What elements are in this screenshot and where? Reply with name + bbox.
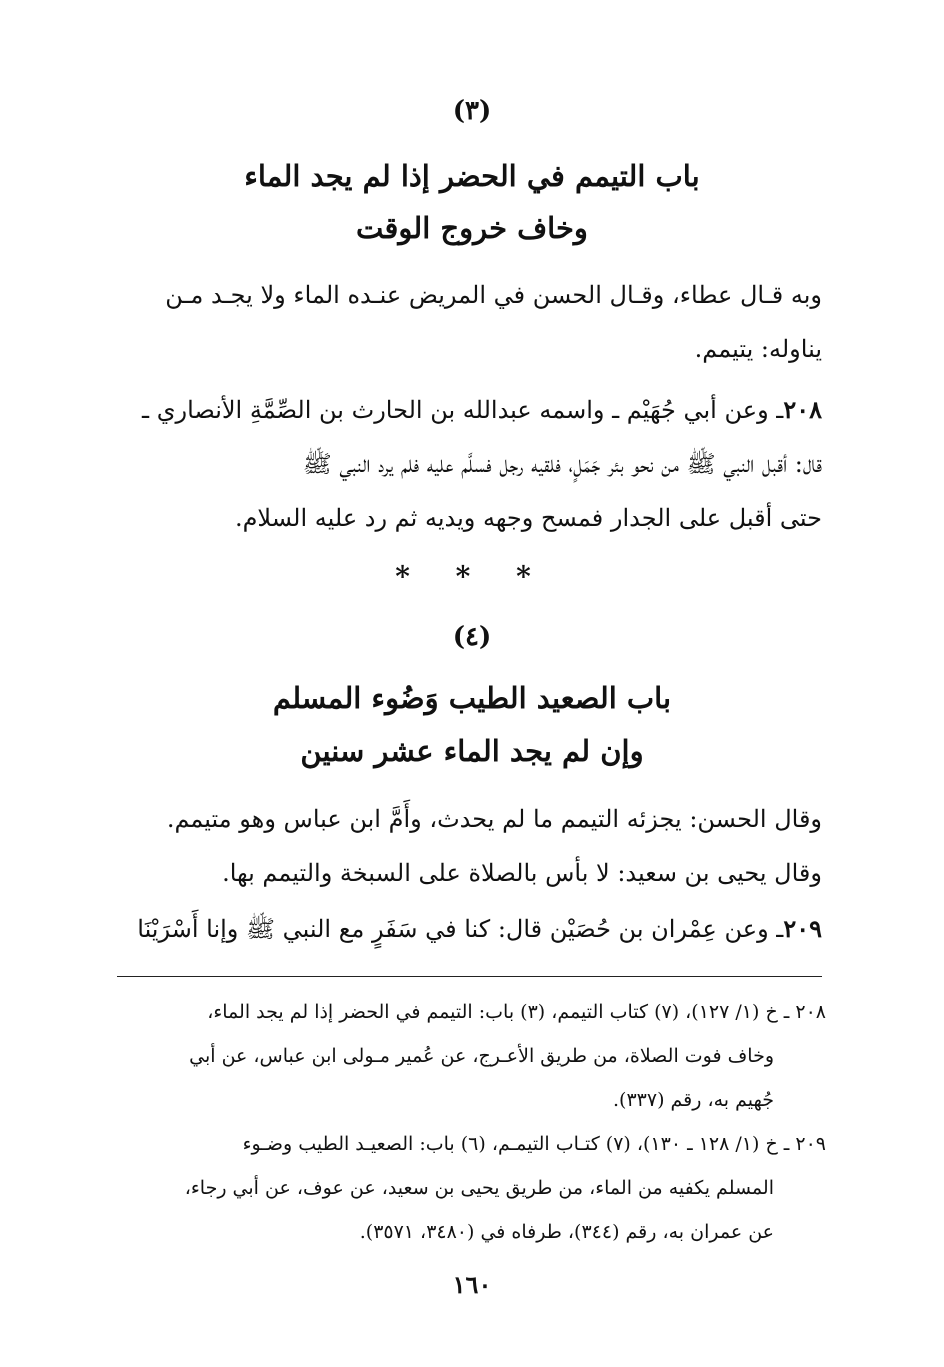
hadith-208-line-2: قال: أقبل النبي ﷺ من نحو بئر جَمَلٍ، فلقيه رجل فسلَّم عليه فلم يرد النبي ﷺ xyxy=(302,450,822,478)
hadith-208 xyxy=(110,383,822,545)
chapter-4-intro-line-2: وقال يحيى بن سعيد: لا بأس بالصلاة على السبخة والتيمم بها. xyxy=(222,859,822,887)
chapter-4-title-line-1: باب الصعيد الطيب وَضُوء المسلم xyxy=(272,681,672,715)
footnote-209-line-2: المسلم يكفيه من الماء، من طريق يحيى بن سعيد، عن عوف، عن أبي رجاء، xyxy=(184,1177,774,1199)
chapter-3-intro xyxy=(110,268,822,376)
chapter-4-intro xyxy=(110,792,822,900)
hadith-208-text-1: ـ وعن أبي جُهَيْم ـ واسمه عبدالله بن الحارث بن الصِّمَّةِ الأنصاري ـ xyxy=(142,396,784,424)
hadith-209-line-1 xyxy=(110,902,822,956)
hadith-208-line-3: حتى أقبل على الجدار فمسح وجهه ويديه ثم رد عليه السلام. xyxy=(234,504,822,532)
footnote-209-line-1: ٢٠٩ ـ خ (١/ ١٢٨ ـ ١٣٠)، (٧) كتـاب التيمـم، (٦) باب: الصعيـد الطيب وضـوء xyxy=(242,1133,826,1155)
hadith-209-text-1: ـ وعن عِمْران بن حُصَيْن قال: كنا في سَفَرٍ مع النبي ﷺ وإنا أَسْرَيْنَا xyxy=(137,915,784,943)
footnote-209-line-3: عن عمران به، رقم (٣٤٤)، طرفاه في (٣٤٨٠، ٣٥٧١). xyxy=(359,1221,774,1243)
chapter-4-title-line-2: وإن لم يجد الماء عشر سنين xyxy=(300,734,644,768)
footnote-208 xyxy=(110,990,826,1122)
footnote-208-line-1: ٢٠٨ ـ خ (١/ ١٢٧)، (٧) كتاب التيمم، (٣) باب: التيمم في الحضر إذا لم يجد الماء، xyxy=(207,1001,826,1023)
section-separator: * * * xyxy=(395,560,549,593)
chapter-4-number: (٤) xyxy=(452,622,492,652)
footnote-divider xyxy=(117,976,822,977)
chapter-3-intro-line-2: يناوله: يتيمم. xyxy=(694,335,822,363)
footnote-209 xyxy=(110,1122,826,1254)
footnote-208-line-2: وخاف فوت الصلاة، من طريق الأعـرج، عن عُمير مـولى ابن عباس، عن أبي xyxy=(189,1045,774,1067)
hadith-208-line-1 xyxy=(110,383,822,437)
hadith-209 xyxy=(110,902,822,956)
chapter-3-intro-line-1: وبه قـال عطاء، وقـال الحسن في المريض عنـده الماء ولا يجـد مـن xyxy=(165,281,822,309)
footnote-208-line-3: جُهيم به، رقم (٣٣٧). xyxy=(612,1089,774,1111)
page-number: ١٦٠ xyxy=(452,1270,492,1299)
hadith-209-number: ٢٠٩ xyxy=(783,914,822,943)
chapter-3-title-line-1: باب التيمم في الحضر إذا لم يجد الماء xyxy=(244,159,700,193)
chapter-4-intro-line-1: وقال الحسن: يجزئه التيمم ما لم يحدث، وأَمَّ ابن عباس وهو متيمم. xyxy=(166,805,822,833)
chapter-3-title-line-2: وخاف خروج الوقت xyxy=(356,211,588,245)
chapter-3-number: (٣) xyxy=(452,96,492,126)
hadith-208-number: ٢٠٨ xyxy=(783,395,822,424)
